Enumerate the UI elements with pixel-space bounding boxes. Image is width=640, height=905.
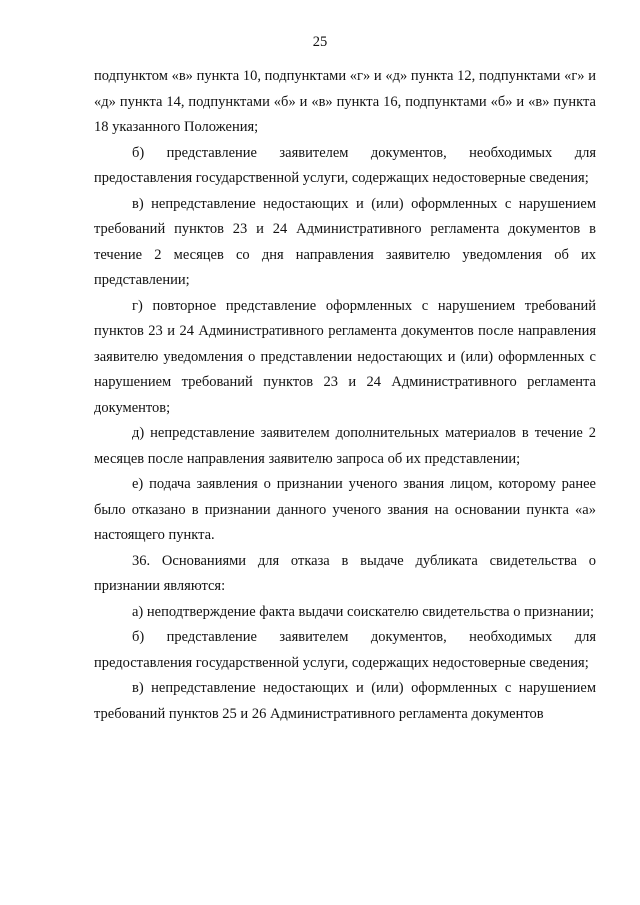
page-number: 25 (312, 34, 328, 50)
paragraph-item-d-1: д) непредставление заявителем дополнительных материалов в течение 2 месяцев после направления заявителю запроса об их представлении; (94, 425, 596, 467)
paragraph-item-v-1: в) непредставление недостающих и (или) оформленных с нарушением требований пунктов 23 и 24 Административного регламента документов в течение 2 месяцев со дня направления заявителю уведомления об их представлении; (94, 195, 596, 288)
paragraph-clause-36: 36. Основаниями для отказа в выдаче дубликата свидетельства о признании являются: (94, 552, 596, 594)
paragraph-item-a-2: а) неподтверждение факта выдачи соискателю свидетельства о признании; (132, 603, 595, 620)
paragraph-item-e-1: е) подача заявления о признании ученого звания лицом, которому ранее было отказано в признании данного ученого звания на основании пункта «а» настоящего пункта. (94, 476, 596, 543)
paragraph-item-b-1: б) представление заявителем документов, необходимых для предоставления государственной услуги, содержащих недостоверные сведения; (94, 144, 596, 186)
paragraph-item-b-2: б) представление заявителем документов, необходимых для предоставления государственной услуги, содержащих недостоверные сведения; (94, 629, 596, 671)
paragraph-item-g-1: г) повторное представление оформленных с нарушением требований пунктов 23 и 24 Административного регламента документов после направления заявителю уведомления о представлении недостающих и (или) оформленных с нарушением требований пунктов 23 и 24 Административного регламента документов; (94, 297, 596, 416)
paragraph-continuation: подпунктом «в» пункта 10, подпунктами «г» и «д» пункта 12, подпунктами «г» и «д» пункта 14, подпунктами «б» и «в» пункта 16, подпунктами «б» и «в» пункта 18 указанного Положения; (94, 68, 596, 135)
paragraph-item-v-2: в) непредставление недостающих и (или) оформленных с нарушением требований пунктов 25 и 26 Административного регламента документов (94, 680, 596, 722)
document-body (94, 64, 596, 727)
